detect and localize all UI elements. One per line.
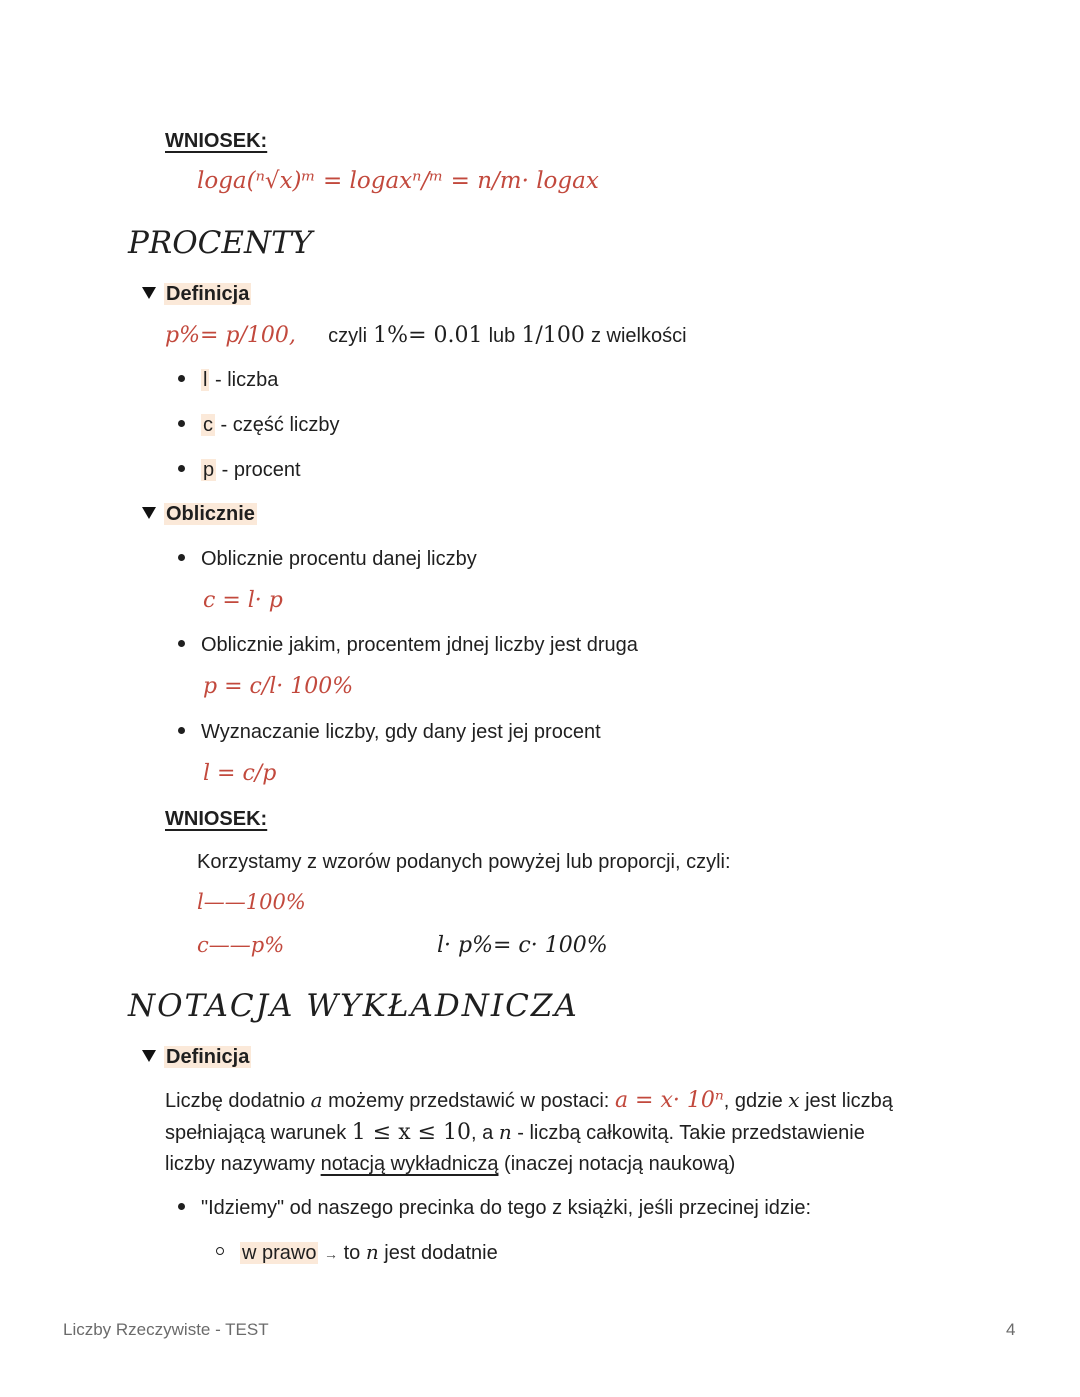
bullet-icon: [178, 375, 185, 382]
toggle-definicja-procenty[interactable]: [142, 283, 251, 306]
list-item-text: Oblicznie procentu danej liczby: [201, 548, 477, 570]
list-item-key: c: [203, 414, 213, 436]
conclusion-label-log: WNIOSEK:: [165, 130, 268, 152]
toggle-triangle-icon: [142, 507, 156, 519]
toggle-oblicznie[interactable]: [142, 503, 257, 526]
formula-l: l = c/p: [203, 761, 277, 786]
list-item-text: - część liczby: [215, 414, 340, 436]
formula-text-lub: lub: [488, 325, 516, 347]
list-item-text: Wyznaczanie liczby, gdy dany jest jej procent: [201, 721, 601, 743]
text-run: spełniającą warunek: [165, 1122, 352, 1144]
notation-link[interactable]: notacją wykładniczą: [320, 1153, 499, 1175]
hollow-bullet-icon: [216, 1247, 224, 1255]
list-item-text: - procent: [216, 459, 301, 481]
notation-equation: a = x· 10ⁿ: [614, 1088, 724, 1113]
var-n: n: [498, 1120, 512, 1144]
list-item: [178, 369, 278, 392]
proportion-line-1: l——100%: [197, 890, 306, 914]
notation-line-3: [165, 1148, 735, 1180]
list-item: [178, 634, 638, 657]
percent-definition-formula: [165, 322, 687, 348]
text-run: liczby nazywamy: [165, 1153, 321, 1175]
list-item: [178, 548, 477, 571]
bullet-icon: [178, 727, 185, 734]
list-item: [178, 721, 601, 744]
text-run: możemy przedstawić w postaci:: [322, 1090, 615, 1112]
log-formula: loga(ⁿ√x)ᵐ = logaxⁿ/ᵐ = n/m· logax: [197, 168, 599, 194]
toggle-heading: Definicja: [166, 1046, 250, 1068]
list-item: [178, 1197, 811, 1220]
percent-formula-math: p%= p/100,: [165, 323, 296, 348]
arrow-right-icon: →: [324, 1246, 339, 1262]
var-n: n: [365, 1240, 379, 1264]
formula-one-percent: 1%= 0.01: [373, 323, 483, 348]
text-run: jest liczbą: [799, 1090, 893, 1112]
formula-c: c = l· p: [203, 588, 283, 613]
direction-right: w prawo: [242, 1242, 317, 1264]
text-run: , a: [471, 1122, 499, 1144]
sub-list-item: [216, 1240, 498, 1265]
bullet-icon: [178, 465, 185, 472]
notation-line-2: [165, 1116, 865, 1149]
toggle-definicja-notacja[interactable]: [142, 1046, 251, 1069]
text-run: jest dodatnie: [378, 1242, 498, 1264]
text-run: Liczbę dodatnio: [165, 1090, 311, 1112]
footer-title: Liczby Rzeczywiste - TEST: [63, 1320, 269, 1339]
toggle-triangle-icon: [142, 1050, 156, 1062]
page-number: 4: [1006, 1320, 1016, 1339]
bullet-icon: [178, 640, 185, 647]
text-run: , gdzie: [723, 1090, 789, 1112]
var-a: a: [310, 1088, 323, 1112]
toggle-triangle-icon: [142, 287, 156, 299]
bullet-icon: [178, 420, 185, 427]
list-item-text: Oblicznie jakim, procentem jdnej liczby jest druga: [201, 634, 638, 656]
list-item-text: - liczba: [209, 369, 279, 391]
section-title-procenty: PROCENTY: [128, 225, 313, 261]
formula-text-wielkosci: z wielkości: [590, 325, 687, 347]
proportion-result: l· p%= c· 100%: [437, 933, 608, 958]
bullet-icon: [178, 554, 185, 561]
inequality: 1 ≤ x ≤ 10: [351, 1120, 472, 1145]
list-item-key: l: [203, 369, 208, 391]
proportion-line-2: c——p%: [197, 933, 285, 957]
var-x: x: [788, 1088, 800, 1112]
bullet-icon: [178, 1203, 185, 1210]
list-item: [178, 414, 339, 437]
section-title-notacja: NOTACJA WYKŁADNICZA: [128, 988, 579, 1024]
toggle-heading: Definicja: [166, 283, 250, 305]
notation-line-1: [165, 1084, 893, 1117]
formula-p: p = c/l· 100%: [203, 674, 354, 699]
conclusion-text: Korzystamy z wzorów podanych powyżej lub proporcji, czyli:: [197, 851, 731, 873]
toggle-heading: Oblicznie: [166, 503, 255, 525]
text-run: - liczbą całkowitą. Takie przedstawienie: [511, 1122, 865, 1144]
conclusion-label-percent: WNIOSEK:: [165, 808, 268, 830]
text-run: (inaczej notacją naukową): [498, 1153, 736, 1175]
list-item: [178, 459, 301, 482]
list-item-key: p: [203, 459, 215, 481]
text-run: to: [343, 1242, 366, 1264]
formula-fraction: 1/100: [521, 323, 585, 348]
formula-text-czyli: czyli: [328, 325, 368, 347]
list-item-text: "Idziemy" od naszego precinka do tego z książki, jeśli przecinej idzie:: [201, 1197, 812, 1219]
